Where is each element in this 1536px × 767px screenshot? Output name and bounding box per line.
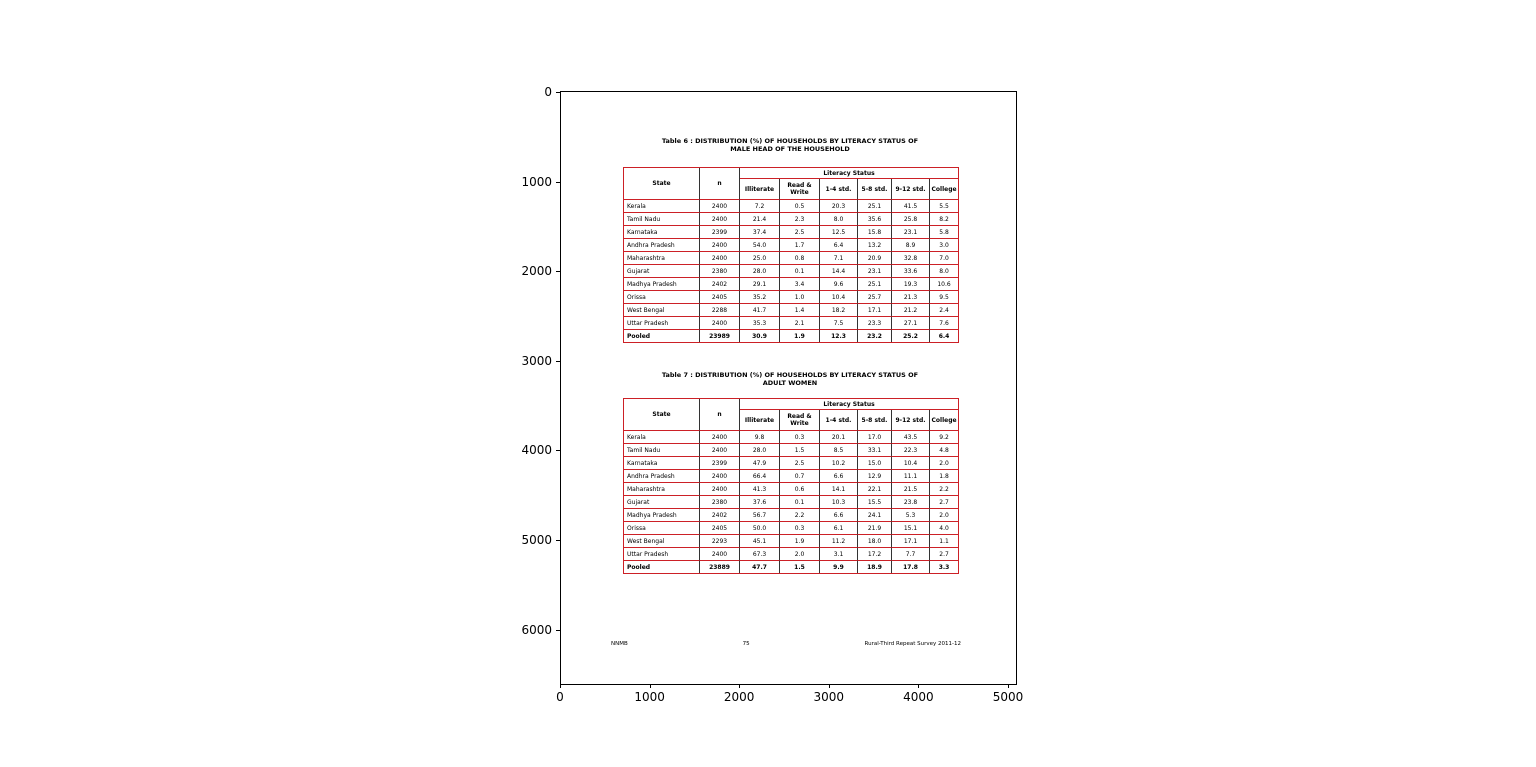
table-cell: 5.3 <box>892 509 930 522</box>
table-cell: 20.9 <box>858 252 892 265</box>
table-cell: 17.1 <box>858 304 892 317</box>
group-header-literacy-status: Literacy Status <box>740 399 958 410</box>
state-cell: Pooled <box>624 561 700 573</box>
table-cell: 66.4 <box>740 470 780 483</box>
footer-survey: Rural-Third Repeat Survey 2011-12 <box>864 641 961 647</box>
table-cell: 1.7 <box>780 239 820 252</box>
table-cell: 14.1 <box>820 483 858 496</box>
table7-container <box>623 398 959 574</box>
table-cell: 41.5 <box>892 200 930 213</box>
table-cell: 2.1 <box>780 317 820 330</box>
table-cell: 2399 <box>700 226 740 239</box>
state-cell: Andhra Pradesh <box>624 239 700 252</box>
table-row <box>624 548 958 561</box>
table-row <box>624 317 958 330</box>
table-cell: 0.1 <box>780 496 820 509</box>
table-cell: 37.6 <box>740 496 780 509</box>
table-cell: 2.2 <box>930 483 958 496</box>
table-cell: 4.8 <box>930 444 958 457</box>
col-header: 9-12 std. <box>892 179 930 200</box>
state-cell: Andhra Pradesh <box>624 470 700 483</box>
table-cell: 3.4 <box>780 278 820 291</box>
table-cell: 1.5 <box>780 444 820 457</box>
table-cell: 17.8 <box>892 561 930 573</box>
col-header-n: n <box>700 168 740 200</box>
table-row <box>624 213 958 226</box>
x-tick-mark <box>560 684 561 688</box>
table-title-line: MALE HEAD OF THE HOUSEHOLD <box>730 145 850 153</box>
table-cell: 25.1 <box>858 200 892 213</box>
table-row <box>624 444 958 457</box>
x-tick-mark <box>918 684 919 688</box>
table-cell: 1.9 <box>780 535 820 548</box>
state-cell: Tamil Nadu <box>624 213 700 226</box>
x-tick-label: 2000 <box>723 690 755 704</box>
state-cell: Tamil Nadu <box>624 444 700 457</box>
table-cell: 30.9 <box>740 330 780 342</box>
table-cell: 21.5 <box>892 483 930 496</box>
state-cell: Karnataka <box>624 457 700 470</box>
table-cell: 2402 <box>700 278 740 291</box>
table-cell: 25.8 <box>892 213 930 226</box>
table-cell: 0.5 <box>780 200 820 213</box>
table-cell: 14.4 <box>820 265 858 278</box>
table-cell: 0.1 <box>780 265 820 278</box>
table-cell: 2.7 <box>930 548 958 561</box>
table-cell: 7.0 <box>930 252 958 265</box>
col-header: 1-4 std. <box>820 410 858 431</box>
table-cell: 2400 <box>700 470 740 483</box>
col-header: Illiterate <box>740 179 780 200</box>
table-row <box>624 496 958 509</box>
table-cell: 25.0 <box>740 252 780 265</box>
y-tick-mark <box>556 182 560 183</box>
state-cell: Madhya Pradesh <box>624 509 700 522</box>
y-tick-mark <box>556 271 560 272</box>
table-cell: 5.5 <box>930 200 958 213</box>
table-cell: 23.1 <box>892 226 930 239</box>
table-cell: 28.0 <box>740 444 780 457</box>
y-tick-label: 6000 <box>521 622 552 637</box>
table-cell: 2400 <box>700 483 740 496</box>
table-cell: 7.2 <box>740 200 780 213</box>
table-title-line: Table 6 : DISTRIBUTION (%) OF HOUSEHOLDS BY LITERACY STATUS OF <box>661 137 919 145</box>
y-tick-label: 1000 <box>521 174 552 189</box>
table-cell: 2380 <box>700 265 740 278</box>
table6-container <box>623 167 959 343</box>
table-cell: 1.5 <box>780 561 820 573</box>
table-cell: 23.8 <box>892 496 930 509</box>
table-cell: 33.1 <box>858 444 892 457</box>
table-cell: 8.9 <box>892 239 930 252</box>
table-row <box>624 278 958 291</box>
table-cell: 2288 <box>700 304 740 317</box>
col-header: Illiterate <box>740 410 780 431</box>
state-cell: Uttar Pradesh <box>624 548 700 561</box>
table-cell: 2.5 <box>780 457 820 470</box>
table-cell: 2380 <box>700 496 740 509</box>
col-header: 5-8 std. <box>858 410 892 431</box>
table-cell: 7.5 <box>820 317 858 330</box>
table-cell: 2.0 <box>780 548 820 561</box>
table-cell: 8.2 <box>930 213 958 226</box>
col-header: College <box>930 410 958 431</box>
table-cell: 17.0 <box>858 431 892 444</box>
footer-org: NNMB <box>611 641 628 647</box>
y-tick-mark <box>556 450 560 451</box>
table-cell: 22.1 <box>858 483 892 496</box>
table-row <box>624 252 958 265</box>
table-cell: 1.8 <box>930 470 958 483</box>
y-tick-label: 3000 <box>521 353 552 368</box>
y-tick-label: 4000 <box>521 443 552 458</box>
table-cell: 17.1 <box>892 535 930 548</box>
table-cell: 2.0 <box>930 509 958 522</box>
table-cell: 33.6 <box>892 265 930 278</box>
table-cell: 5.8 <box>930 226 958 239</box>
state-cell: Gujarat <box>624 265 700 278</box>
table-cell: 15.1 <box>892 522 930 535</box>
table-cell: 2.7 <box>930 496 958 509</box>
table-cell: 6.6 <box>820 509 858 522</box>
page-footer <box>611 641 961 648</box>
table-cell: 21.9 <box>858 522 892 535</box>
table-cell: 3.1 <box>820 548 858 561</box>
table-cell: 25.2 <box>892 330 930 342</box>
table-cell: 0.8 <box>780 252 820 265</box>
table-row <box>624 265 958 278</box>
table-cell: 0.3 <box>780 522 820 535</box>
table-cell: 3.3 <box>938 563 950 571</box>
table-cell: 8.0 <box>930 265 958 278</box>
x-tick-mark <box>739 684 740 688</box>
table-cell: 11.2 <box>820 535 858 548</box>
table-cell: 12.5 <box>820 226 858 239</box>
col-header: 9-12 std. <box>892 410 930 431</box>
table6 <box>623 167 959 343</box>
table-cell: 12.3 <box>820 330 858 342</box>
table-cell: 54.0 <box>740 239 780 252</box>
y-tick-label: 0 <box>544 85 552 99</box>
col-header: Read & Write <box>780 410 820 431</box>
table-cell: 22.3 <box>892 444 930 457</box>
table-cell: 17.2 <box>858 548 892 561</box>
table-cell: 20.3 <box>820 200 858 213</box>
table-cell: 25.1 <box>858 278 892 291</box>
table-cell: 45.1 <box>740 535 780 548</box>
table-cell: 37.4 <box>740 226 780 239</box>
table-cell: 2400 <box>700 444 740 457</box>
table-cell: 21.4 <box>740 213 780 226</box>
table-cell: 29.1 <box>740 278 780 291</box>
table-row <box>624 535 958 548</box>
state-cell: Orissa <box>624 522 700 535</box>
col-header: College <box>930 179 958 200</box>
table-cell: 19.3 <box>892 278 930 291</box>
col-header: 1-4 std. <box>820 179 858 200</box>
col-header-n: n <box>700 399 740 431</box>
state-cell: West Bengal <box>624 535 700 548</box>
table-cell: 23.2 <box>858 330 892 342</box>
table-cell: 43.5 <box>892 431 930 444</box>
table-cell: 23.3 <box>858 317 892 330</box>
table-cell: 1.4 <box>780 304 820 317</box>
y-tick-mark <box>556 630 560 631</box>
state-cell: Uttar Pradesh <box>624 317 700 330</box>
y-tick-mark <box>556 361 560 362</box>
state-cell: Madhya Pradesh <box>624 278 700 291</box>
table-row <box>624 457 958 470</box>
table-cell: 15.0 <box>858 457 892 470</box>
table-cell: 2.4 <box>930 304 958 317</box>
y-tick-mark <box>556 540 560 541</box>
table-cell: 9.2 <box>930 431 958 444</box>
table-cell: 4.0 <box>930 522 958 535</box>
table-cell: 2400 <box>700 548 740 561</box>
state-cell: Kerala <box>624 431 700 444</box>
table-cell: 10.2 <box>820 457 858 470</box>
table-cell: 7.6 <box>930 317 958 330</box>
table-cell: 2400 <box>700 252 740 265</box>
table-cell: 18.0 <box>858 535 892 548</box>
table-cell: 9.6 <box>820 278 858 291</box>
table-row <box>624 330 958 342</box>
table-cell: 2400 <box>700 317 740 330</box>
col-header-state: State <box>624 168 700 200</box>
state-cell: Kerala <box>624 200 700 213</box>
table-cell: 10.3 <box>820 496 858 509</box>
table-cell: 23889 <box>700 561 740 573</box>
table-cell: 2405 <box>700 291 740 304</box>
table-cell: 2293 <box>700 535 740 548</box>
table-cell: 0.6 <box>780 483 820 496</box>
table-cell: 0.3 <box>780 431 820 444</box>
table-row <box>624 522 958 535</box>
table-cell: 2.5 <box>780 226 820 239</box>
x-tick-mark <box>650 684 651 688</box>
x-tick-mark <box>829 684 830 688</box>
x-tick-mark <box>1008 684 1009 688</box>
table-cell: 2.2 <box>780 509 820 522</box>
table-cell: 1.0 <box>780 291 820 304</box>
y-tick-label: 2000 <box>521 264 552 279</box>
group-header-literacy-status: Literacy Status <box>740 168 958 179</box>
table-cell: 13.2 <box>858 239 892 252</box>
table-cell: 20.1 <box>820 431 858 444</box>
state-cell: Maharashtra <box>624 252 700 265</box>
table6-title <box>623 137 957 153</box>
table-cell: 27.1 <box>892 317 930 330</box>
table-cell: 10.4 <box>820 291 858 304</box>
table-cell: 18.2 <box>820 304 858 317</box>
table-cell: 41.7 <box>740 304 780 317</box>
table7 <box>623 398 959 574</box>
y-tick-mark <box>556 92 560 93</box>
table-cell: 3.0 <box>930 239 958 252</box>
table-cell: 2.3 <box>780 213 820 226</box>
table-cell: 7.7 <box>892 548 930 561</box>
table-cell: 8.0 <box>820 213 858 226</box>
state-cell: Pooled <box>624 330 700 342</box>
table-cell: 6.1 <box>820 522 858 535</box>
table-cell: 6.4 <box>820 239 858 252</box>
table-cell: 2400 <box>700 200 740 213</box>
table-title-line: ADULT WOMEN <box>762 379 818 387</box>
axes <box>560 91 1017 685</box>
x-tick-label: 4000 <box>903 690 934 704</box>
table-cell: 23.1 <box>858 265 892 278</box>
table-row <box>624 239 958 252</box>
col-header: 5-8 std. <box>858 179 892 200</box>
x-tick-label: 1000 <box>634 690 665 704</box>
table-row <box>624 304 958 317</box>
table-cell: 50.0 <box>740 522 780 535</box>
table-cell: 24.1 <box>858 509 892 522</box>
table7-title <box>623 371 957 387</box>
table-cell: 8.5 <box>820 444 858 457</box>
table-cell: 1.1 <box>930 535 958 548</box>
state-cell: Orissa <box>624 291 700 304</box>
table-cell: 32.8 <box>892 252 930 265</box>
table-cell: 6.6 <box>820 470 858 483</box>
table-cell: 0.7 <box>780 470 820 483</box>
table-cell: 9.8 <box>740 431 780 444</box>
table-cell: 56.7 <box>740 509 780 522</box>
table-cell: 21.3 <box>892 291 930 304</box>
x-tick-label: 5000 <box>992 690 1024 704</box>
footer-page-number: 75 <box>742 641 750 647</box>
table-row <box>624 291 958 304</box>
state-cell: West Bengal <box>624 304 700 317</box>
table-cell: 2400 <box>700 213 740 226</box>
table-cell: 25.7 <box>858 291 892 304</box>
table-cell: 67.3 <box>740 548 780 561</box>
table-cell: 47.7 <box>740 561 780 573</box>
table-cell: 28.0 <box>740 265 780 278</box>
state-cell: Karnataka <box>624 226 700 239</box>
table-row <box>624 226 958 239</box>
table-row <box>624 431 958 444</box>
state-cell: Maharashtra <box>624 483 700 496</box>
table-cell: 7.1 <box>820 252 858 265</box>
table-cell: 9.5 <box>930 291 958 304</box>
table-cell: 15.8 <box>858 226 892 239</box>
x-tick-label: 3000 <box>813 690 845 704</box>
table-cell: 2400 <box>700 431 740 444</box>
table-cell: 35.6 <box>858 213 892 226</box>
table-cell: 18.9 <box>858 561 892 573</box>
table-cell: 2405 <box>700 522 740 535</box>
y-tick-label: 5000 <box>521 533 552 547</box>
table-cell: 12.9 <box>858 470 892 483</box>
table-row <box>624 200 958 213</box>
table-cell: 2402 <box>700 509 740 522</box>
table-cell: 9.9 <box>820 561 858 573</box>
table-cell: 6.4 <box>938 332 950 340</box>
table-row <box>624 509 958 522</box>
table-cell: 23989 <box>700 330 740 342</box>
table-cell: 35.3 <box>740 317 780 330</box>
table-row <box>624 483 958 496</box>
table-row <box>624 470 958 483</box>
table-row <box>624 561 958 573</box>
state-cell: Gujarat <box>624 496 700 509</box>
table-cell: 35.2 <box>740 291 780 304</box>
table-cell: 1.9 <box>780 330 820 342</box>
table-cell: 15.5 <box>858 496 892 509</box>
table-cell: 11.1 <box>892 470 930 483</box>
col-header: Read & Write <box>780 179 820 200</box>
table-cell: 2400 <box>700 239 740 252</box>
table-cell: 10.4 <box>892 457 930 470</box>
table-cell: 2.0 <box>930 457 958 470</box>
table-cell: 21.2 <box>892 304 930 317</box>
table-cell: 47.9 <box>740 457 780 470</box>
col-header-state: State <box>624 399 700 431</box>
table-cell: 10.6 <box>930 278 958 291</box>
table-cell: 41.3 <box>740 483 780 496</box>
table-cell: 2399 <box>700 457 740 470</box>
table-title-line: Table 7 : DISTRIBUTION (%) OF HOUSEHOLDS BY LITERACY STATUS OF <box>661 371 919 379</box>
x-tick-label: 0 <box>556 690 564 704</box>
